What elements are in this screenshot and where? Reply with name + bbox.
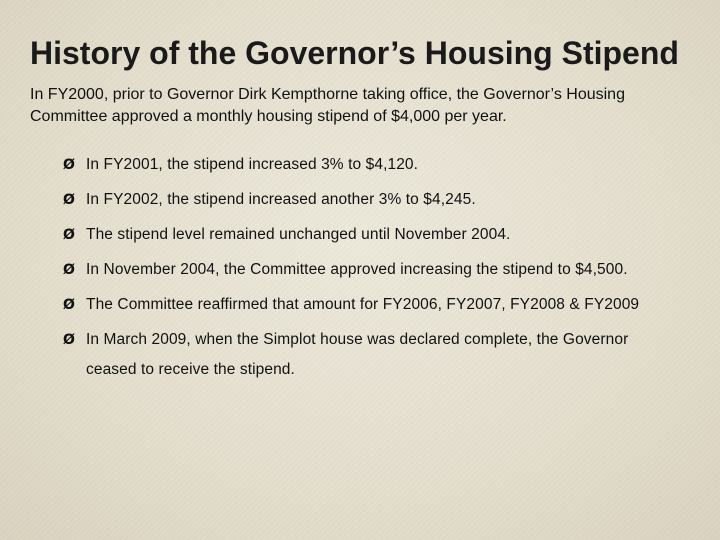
bullet-text: In FY2001, the stipend increased 3% to $4,120. (86, 156, 419, 173)
intro-paragraph: In FY2000, prior to Governor Dirk Kempthorne taking office, the Governor’s Housing Committee approved a monthly housing stipend of $4,000 per year. (30, 86, 625, 125)
bullet-item (63, 185, 683, 215)
bullet-text: The Committee reaffirmed that amount for FY2006, FY2007, FY2008 & FY2009 (86, 296, 640, 313)
bullet-text: The stipend level remained unchanged until November 2004. (86, 226, 511, 243)
bullet-item (63, 150, 683, 180)
bullet-item (63, 290, 683, 320)
bullet-item (63, 325, 683, 385)
arrow-bullet-icon: Ø (63, 227, 75, 243)
bullet-text: In FY2002, the stipend increased another 3% to $4,245. (86, 191, 476, 208)
arrow-bullet-icon: Ø (63, 297, 75, 313)
bullet-text: In November 2004, the Committee approved increasing the stipend to $4,500. (86, 261, 628, 278)
bullet-list (63, 150, 683, 385)
bullet-item (63, 255, 683, 285)
arrow-bullet-icon: Ø (63, 262, 75, 278)
slide-title: History of the Governor’s Housing Stipend (30, 35, 679, 71)
bullet-text: In March 2009, when the Simplot house was declared complete, the Governor ceased to receive the stipend. (86, 331, 629, 378)
arrow-bullet-icon: Ø (63, 157, 75, 173)
arrow-bullet-icon: Ø (63, 332, 75, 348)
arrow-bullet-icon: Ø (63, 192, 75, 208)
bullet-item (63, 220, 683, 250)
